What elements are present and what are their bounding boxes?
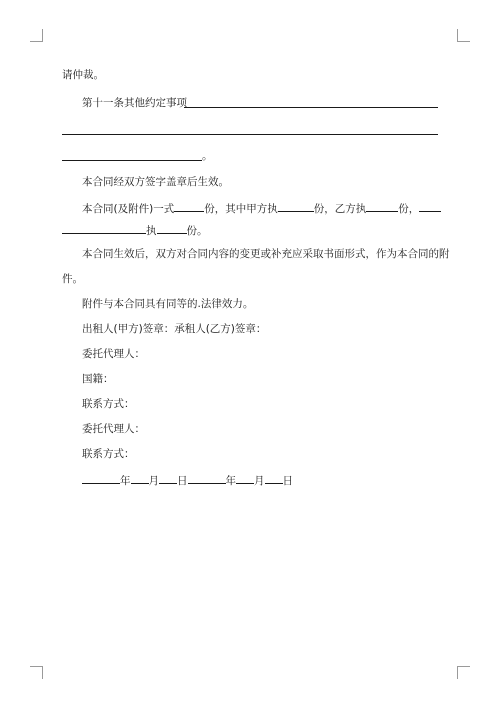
date-day-2: 日 [282, 475, 293, 487]
holder-copies-suffix: 份。 [186, 225, 208, 237]
date-month-2: 月 [254, 475, 265, 487]
blank-fill-line [157, 222, 187, 234]
label-nationality: 国籍： [82, 373, 114, 385]
copies-suffix: 份， [398, 203, 420, 215]
text-holder-line [62, 222, 208, 238]
blank-fill-line [265, 472, 283, 484]
blank-fill-line [62, 134, 438, 135]
holder-label: 执 [146, 225, 157, 237]
crop-mark-bottom-right [457, 666, 470, 679]
text-arbitration-line: 请仲裁。 [62, 69, 104, 81]
date-line [82, 472, 293, 488]
blank-fill-line [419, 200, 441, 212]
text-amendment-cont: 件。 [62, 273, 83, 285]
blank-fill-line [159, 472, 177, 484]
date-day-1: 日 [177, 475, 188, 487]
party-a-copies-label: 份，其中甲方执 [204, 203, 278, 215]
text-effective: 本合同经双方签字盖章后生效。 [82, 176, 229, 188]
blank-fill-line [366, 200, 398, 212]
blank-fill-line [82, 472, 120, 484]
text-signatures: 出租人(甲方)签章：承租人(乙方)签章： [82, 323, 267, 335]
date-month-1: 月 [148, 475, 159, 487]
date-year-2: 年 [225, 475, 236, 487]
date-year-1: 年 [120, 475, 131, 487]
text-attachment-validity: 附件与本合同具有同等的.法律效力。 [82, 298, 254, 310]
crop-mark-bottom-left [30, 666, 43, 679]
text-amendment: 本合同生效后，双方对合同内容的变更或补充应采取书面形式，作为本合同的附 [82, 248, 450, 260]
blank-fill-line [188, 472, 226, 484]
party-b-copies-label: 份，乙方执 [313, 203, 367, 215]
clause-11-heading: 第十一条其他约定事项 [82, 97, 187, 109]
label-agent-2: 委托代理人： [82, 423, 145, 435]
text-period: 。 [202, 150, 213, 162]
crop-mark-top-right [457, 29, 470, 42]
blank-fill-line [62, 160, 202, 161]
blank-fill-line [278, 200, 314, 212]
label-agent: 委托代理人： [82, 348, 145, 360]
crop-mark-top-left [30, 29, 43, 42]
blank-fill-line [184, 107, 438, 108]
copies-label: 本合同(及附件)一式 [82, 203, 175, 215]
blank-fill-line [174, 200, 204, 212]
blank-fill-line [62, 222, 146, 234]
blank-fill-line [131, 472, 149, 484]
label-contact: 联系方式： [82, 398, 135, 410]
label-contact-2: 联系方式： [82, 448, 135, 460]
text-copies-line [82, 200, 441, 216]
blank-fill-line [236, 472, 254, 484]
